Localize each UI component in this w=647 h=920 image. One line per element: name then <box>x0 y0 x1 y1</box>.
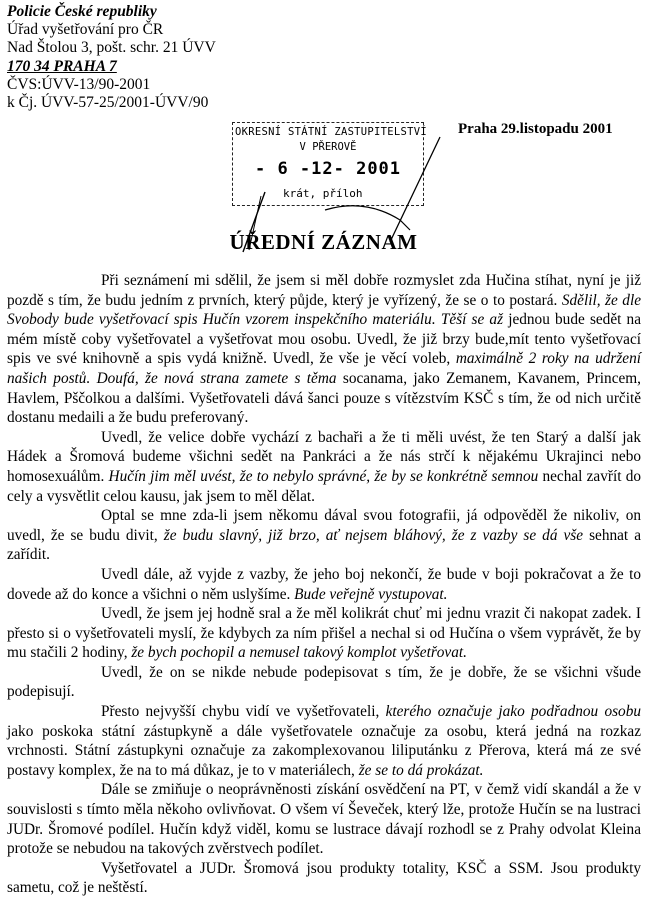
italic-run: kterého označuje jako podřadnou osobu <box>385 703 641 721</box>
zip-city: 170 34 PRAHA 7 <box>7 57 117 75</box>
cvs-reference: ČVS:ÚVV-13/90-2001 <box>7 75 151 93</box>
italic-run: že bych pochopil a nemusel takový komplot vyšetřovat. <box>131 644 467 662</box>
document-title: ÚŘEDNÍ ZÁZNAM <box>229 230 418 254</box>
italic-run: že se to dá prokázat. <box>358 761 484 779</box>
text-run: socanama, jako Zemanem, Kavanem, Princem, Havlem, Pščolkou a dalšími. Vyšetřovateli dává šanci pouze s vítězstvím KSČ s tím, že od nich určitě dostanu medaili a že budu preferovaný. <box>7 369 641 427</box>
text-run: Uvedl, že jsem jej hodně sral a že měl kolikrát chuť mi jednu vrazit či nakopat zadek. I přesto si o vyšetřovateli myslí, že kdybych za ním přišel a nechal si od Hučína o všem vyprávět, že by mu stačili 2 hodiny, <box>7 605 641 662</box>
text-run: nechal zavřít do cely a vysvětlit celou kausu, jak jsem to měl dělat. <box>7 467 641 505</box>
text-run: Při seznámení mi sdělil, že jsem si měl dobře rozmyslet zda Hučina stíhat, nyní je již pozdě s tím, že budu jedním z prvních, který půjde, který je vyřízený, že se o to postará. <box>7 272 641 309</box>
stamp-attachments: krát, příloh <box>283 187 363 200</box>
text-run: jednou bude sedět na mém místě coby vyšetřovatel a vyšetřovat mou osobu. Uvedl, že již brzy bude,mít tento vyšetřovací spis ve své knihovně a spis vydá knižně. Uvedl, že vše je věcí voleb, <box>7 311 641 368</box>
text-run: jako poskoka státní zástupkyně a dále vyšetřovatele označuje za osobu, která jedná na rozkaz vrchnosti. Státní zástupkyni označuje za zakomplexovanou liliputánku z Přerova, která má ze své postavy komplex, že na to má důkaz, je to v materiálech, <box>7 722 641 779</box>
body-paragraph <box>7 565 641 604</box>
organization-name: Policie České republiky <box>7 3 157 20</box>
stamp-office: OKRESNÍ STÁTNÍ ZASTUPITELSTVÍ <box>235 126 428 138</box>
italic-run: Bude veřejně vystupovat. <box>294 585 448 603</box>
text-run: Dále se zmiňuje o neoprávněnosti získání osvědčení na PT, v čemž vidí skandál a že v souvislosti s tímto měla někoho ovlivňovat. O všem ví Ševeček, který lže, protože Hučín se na lustraci JUDr. Šromové podílel. Hučín když viděl, komu se lustrace dávají rozhodl se z Prahy odvolat Kleina protože se nebudou na takových zvěrstvech podílet. <box>7 781 641 858</box>
italic-run: Hučín jim měl uvést, že to nebylo správné, že by se konkrétně semnou <box>108 467 539 485</box>
body-paragraph <box>7 604 641 663</box>
text-run: Vyšetřovatel a JUDr. Šromová jsou produkty totality, KSČ a SSM. Jsou produkty sametu, což je neštěstí. <box>7 859 641 897</box>
italic-run: Sdělil, že dle Svobody bude vyšetřovací spis Hučín vzorem inspekčního materiálu. Těší se až <box>7 291 641 329</box>
text-run: Uvedl, že velice dobře vychází z bachaři a že ti měli uvést, že ten Starý a další jak Hádek a Šromová budeme všichni sedět na Pankráci a že nás strčí k nějakému Ukrajinci nebo homosexuálům. <box>7 428 641 485</box>
text-run: sehnat a zařídit. <box>7 526 641 564</box>
stamp-date: - 6 -12- 2001 <box>254 159 402 179</box>
stamp-city: V PŘEROVĚ <box>299 141 357 153</box>
body-paragraph <box>7 663 641 702</box>
text-run: Uvedl dále, až vyjde z vazby, že jeho boj nekončí, že bude v boji pokračovat a že to dovede až do konce a všichni o něm uslyšíme. <box>7 565 641 603</box>
body-paragraph <box>7 702 641 780</box>
text-run: Přesto nejvyšší chybu vidí ve vyšetřovateli, <box>101 703 386 721</box>
document-body <box>7 271 641 898</box>
body-paragraph <box>7 428 641 506</box>
body-paragraph <box>7 780 641 858</box>
office-name: Úřad vyšetřování pro ČR <box>7 21 164 39</box>
italic-run: že budu slavný, již brzo, ať nejsem bláhový, že z vazby se dá vše <box>163 526 584 544</box>
body-paragraph <box>7 271 641 428</box>
text-run: Optal se mne zda-li jsem někomu dával svou fotografii, já odpověděl že nikoliv, on uvedl, že se budu divit, <box>7 507 641 544</box>
text-run: Uvedl, že on se nikde nebude podepisovat s tím, že je dobře, že se všichni všude podepisují. <box>7 663 641 701</box>
document-date: Praha 29.listopadu 2001 <box>458 121 613 137</box>
cj-reference: k Čj. ÚVV-57-25/2001-ÚVV/90 <box>7 94 209 112</box>
italic-run: maximálně 2 roky na udržení našich postů. Doufá, že nová strana zamete s těma <box>7 350 641 387</box>
body-paragraph <box>7 859 641 898</box>
address: Nad Štolou 3, pošt. schr. 21 ÚVV <box>7 39 216 57</box>
body-paragraph <box>7 506 641 565</box>
letterhead <box>7 3 216 112</box>
